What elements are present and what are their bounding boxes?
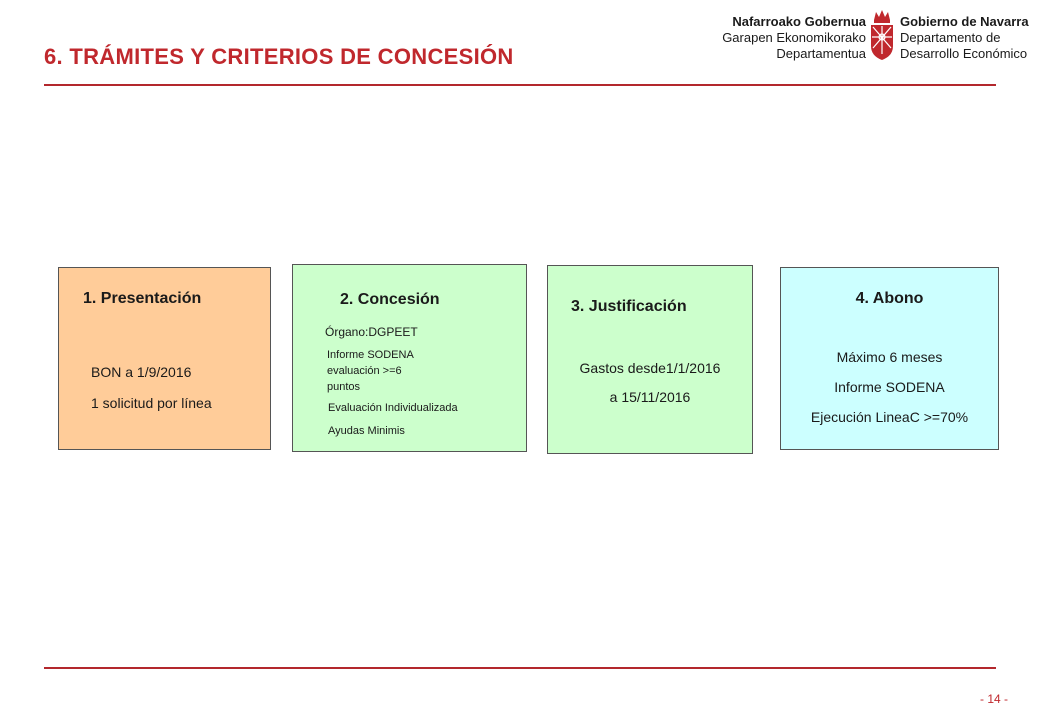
step-abono-title: 4. Abono xyxy=(855,290,924,307)
step-presentacion-line: 1 solicitud por línea xyxy=(91,395,212,411)
header-divider xyxy=(44,84,996,86)
step-concesion-line: Órgano:DGPEET xyxy=(325,325,418,339)
logo-basque-line-1: Nafarroako Gobernua xyxy=(732,14,866,29)
step-concesion-title: 2. Concesión xyxy=(340,291,440,308)
step-abono-line: Ejecución LineaC >=70% xyxy=(810,409,969,425)
government-logo xyxy=(712,6,1032,66)
step-justificacion-line: Gastos desde1/1/2016 xyxy=(579,360,721,376)
page-title: 6. TRÁMITES Y CRITERIOS DE CONCESIÓN xyxy=(44,44,514,69)
step-justificacion-title: 3. Justificación xyxy=(571,298,687,315)
step-concesion-box xyxy=(292,264,527,452)
step-concesion-line: Evaluación Individualizada xyxy=(328,402,458,414)
step-concesion-line: evaluación >=6 xyxy=(327,365,402,377)
logo-spanish-line-1: Gobierno de Navarra xyxy=(900,14,1029,29)
step-abono-box xyxy=(780,267,999,450)
step-justificacion-box xyxy=(547,265,753,454)
step-concesion-line: puntos xyxy=(327,381,361,393)
step-concesion-line: Informe SODENA xyxy=(327,349,414,361)
step-abono-line: Informe SODENA xyxy=(834,379,945,395)
step-presentacion-title: 1. Presentación xyxy=(83,290,202,307)
step-presentacion-box xyxy=(58,267,271,450)
step-concesion-line: Ayudas Minimis xyxy=(328,425,405,437)
footer-divider xyxy=(44,667,996,669)
logo-basque-line-2: Garapen Ekonomikorako xyxy=(722,30,866,45)
navarra-shield-icon xyxy=(868,8,896,62)
logo-spanish-line-3: Desarrollo Económico xyxy=(900,46,1028,61)
page-number: - 14 - xyxy=(979,692,1008,706)
logo-spanish-line-2: Departamento de xyxy=(900,30,1001,45)
step-abono-line: Máximo 6 meses xyxy=(836,349,943,365)
step-justificacion-line: a 15/11/2016 xyxy=(609,389,691,405)
logo-basque-line-3: Departamentua xyxy=(776,46,866,61)
step-presentacion-line: BON a 1/9/2016 xyxy=(91,364,192,380)
